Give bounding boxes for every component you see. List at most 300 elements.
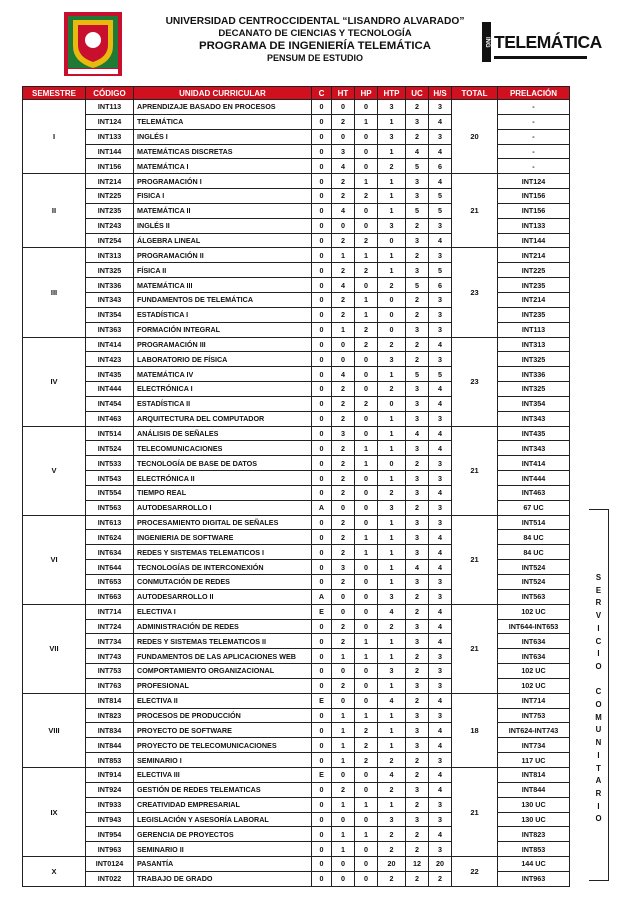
hs-cell: 4 xyxy=(429,114,452,129)
code-cell: INT0124 xyxy=(86,857,134,872)
prerequisite-cell: INT634 xyxy=(498,649,570,664)
htp-cell: 3 xyxy=(378,812,406,827)
hs-cell: 3 xyxy=(429,678,452,693)
course-name-cell: MATEMÁTICAS DISCRETAS xyxy=(134,144,312,159)
uc-cell: 2 xyxy=(406,693,429,708)
logo-underline xyxy=(494,56,587,59)
side-label-letter: I xyxy=(597,801,600,811)
hp-cell: 2 xyxy=(355,263,378,278)
course-name-cell: FUNDAMENTOS DE LAS APLICACIONES WEB xyxy=(134,649,312,664)
ht-cell: 4 xyxy=(332,203,355,218)
c-cell: 0 xyxy=(312,352,332,367)
hs-cell: 3 xyxy=(429,812,452,827)
hp-cell: 0 xyxy=(355,411,378,426)
hs-cell: 3 xyxy=(429,589,452,604)
c-cell: 0 xyxy=(312,233,332,248)
code-cell: INT354 xyxy=(86,307,134,322)
code-cell: INT363 xyxy=(86,322,134,337)
course-name-cell: PASANTÍA xyxy=(134,857,312,872)
ht-cell: 2 xyxy=(332,382,355,397)
hp-cell: 0 xyxy=(355,471,378,486)
prerequisite-cell: INT156 xyxy=(498,203,570,218)
prerequisite-cell: INT814 xyxy=(498,767,570,782)
c-cell: 0 xyxy=(312,100,332,115)
side-label-letter: I xyxy=(597,750,600,760)
uc-cell: 2 xyxy=(406,307,429,322)
prerequisite-cell: INT853 xyxy=(498,842,570,857)
prerequisite-cell: INT644-INT653 xyxy=(498,619,570,634)
htp-cell: 1 xyxy=(378,678,406,693)
hp-cell: 2 xyxy=(355,322,378,337)
prerequisite-cell: INT963 xyxy=(498,871,570,886)
c-cell: 0 xyxy=(312,203,332,218)
htp-cell: 0 xyxy=(378,456,406,471)
hs-cell: 4 xyxy=(429,693,452,708)
hp-cell: 0 xyxy=(355,619,378,634)
course-name-cell: TIEMPO REAL xyxy=(134,485,312,500)
table-body xyxy=(23,100,570,887)
course-name-cell: INGLÉS II xyxy=(134,218,312,233)
hp-cell: 1 xyxy=(355,441,378,456)
prerequisite-cell: 84 UC xyxy=(498,530,570,545)
c-cell: 0 xyxy=(312,649,332,664)
course-name-cell: SEMINARIO I xyxy=(134,753,312,768)
uc-cell: 5 xyxy=(406,367,429,382)
hs-cell: 4 xyxy=(429,382,452,397)
ht-cell: 0 xyxy=(332,812,355,827)
hs-cell: 3 xyxy=(429,411,452,426)
course-name-cell: TELECOMUNICACIONES xyxy=(134,441,312,456)
htp-cell: 1 xyxy=(378,708,406,723)
code-cell: INT624 xyxy=(86,530,134,545)
code-cell: INT844 xyxy=(86,738,134,753)
prerequisite-cell: INT524 xyxy=(498,575,570,590)
course-name-cell: PROGRAMACIÓN III xyxy=(134,337,312,352)
hs-cell: 4 xyxy=(429,441,452,456)
course-name-cell: PROCESAMIENTO DIGITAL DE SEÑALES xyxy=(134,515,312,530)
course-name-cell: ESTADÍSTICA I xyxy=(134,307,312,322)
semester-total-cell: 21 xyxy=(452,767,498,856)
prerequisite-cell: INT124 xyxy=(498,174,570,189)
side-label-letter: E xyxy=(595,585,602,595)
uc-cell: 3 xyxy=(406,471,429,486)
c-cell: 0 xyxy=(312,307,332,322)
course-name-cell: TRABAJO DE GRADO xyxy=(134,871,312,886)
code-cell: INT963 xyxy=(86,842,134,857)
prerequisite-cell: INT563 xyxy=(498,589,570,604)
c-cell: 0 xyxy=(312,871,332,886)
uc-cell: 2 xyxy=(406,218,429,233)
course-name-cell: PROGRAMACIÓN II xyxy=(134,248,312,263)
prerequisite-cell: 67 UC xyxy=(498,500,570,515)
code-cell: INT853 xyxy=(86,753,134,768)
course-name-cell: APRENDIZAJE BASADO EN PROCESOS xyxy=(134,100,312,115)
hs-cell: 4 xyxy=(429,144,452,159)
ht-cell: 4 xyxy=(332,367,355,382)
hs-cell: 3 xyxy=(429,708,452,723)
side-label-letter: T xyxy=(596,763,601,773)
ht-cell: 2 xyxy=(332,292,355,307)
hs-cell: 6 xyxy=(429,278,452,293)
uc-cell: 3 xyxy=(406,782,429,797)
uc-cell: 2 xyxy=(406,589,429,604)
course-name-cell: PROGRAMACIÓN I xyxy=(134,174,312,189)
hs-cell: 4 xyxy=(429,634,452,649)
hs-cell: 4 xyxy=(429,545,452,560)
course-name-cell: AUTODESARROLLO I xyxy=(134,500,312,515)
hs-cell: 3 xyxy=(429,797,452,812)
code-cell: INT653 xyxy=(86,575,134,590)
course-name-cell: TECNOLOGÍAS DE INTERCONEXIÓN xyxy=(134,560,312,575)
code-cell: INT634 xyxy=(86,545,134,560)
uc-cell: 2 xyxy=(406,456,429,471)
htp-cell: 3 xyxy=(378,500,406,515)
htp-cell: 1 xyxy=(378,248,406,263)
hs-cell: 4 xyxy=(429,485,452,500)
table-row xyxy=(23,248,570,263)
table-header-row xyxy=(23,87,570,100)
table-row xyxy=(23,515,570,530)
logo-ing-label: ING xyxy=(482,22,491,62)
university-seal-icon xyxy=(64,12,122,76)
c-cell: 0 xyxy=(312,664,332,679)
code-cell: INT243 xyxy=(86,218,134,233)
course-name-cell: MATEMÁTICA I xyxy=(134,159,312,174)
column-header: TOTAL xyxy=(452,87,498,100)
htp-cell: 2 xyxy=(378,753,406,768)
course-name-cell: MATEMÁTICA III xyxy=(134,278,312,293)
code-cell: INT022 xyxy=(86,871,134,886)
hp-cell: 0 xyxy=(355,871,378,886)
ht-cell: 1 xyxy=(332,248,355,263)
ht-cell: 0 xyxy=(332,604,355,619)
uc-cell: 3 xyxy=(406,263,429,278)
course-name-cell: ANÁLISIS DE SEÑALES xyxy=(134,426,312,441)
hs-cell: 3 xyxy=(429,129,452,144)
side-label-letter: O xyxy=(595,814,602,824)
prerequisite-cell: INT313 xyxy=(498,337,570,352)
hp-cell: 0 xyxy=(355,426,378,441)
code-cell: INT124 xyxy=(86,114,134,129)
code-cell: INT743 xyxy=(86,649,134,664)
side-label-letter: I xyxy=(597,623,600,633)
uc-cell: 2 xyxy=(406,753,429,768)
uc-cell: 4 xyxy=(406,144,429,159)
hs-cell: 6 xyxy=(429,159,452,174)
ht-cell: 0 xyxy=(332,218,355,233)
table-row xyxy=(23,174,570,189)
hp-cell: 1 xyxy=(355,114,378,129)
htp-cell: 2 xyxy=(378,871,406,886)
hp-cell: 0 xyxy=(355,352,378,367)
course-name-cell: ELECTIVA III xyxy=(134,767,312,782)
side-label-letter: O xyxy=(595,700,602,710)
ht-cell: 3 xyxy=(332,560,355,575)
code-cell: INT924 xyxy=(86,782,134,797)
c-cell: 0 xyxy=(312,337,332,352)
ht-cell: 4 xyxy=(332,278,355,293)
htp-cell: 3 xyxy=(378,352,406,367)
c-cell: 0 xyxy=(312,382,332,397)
ht-cell: 2 xyxy=(332,411,355,426)
htp-cell: 0 xyxy=(378,233,406,248)
logo-word: TELEMÁTICA xyxy=(494,32,602,52)
column-header: UNIDAD CURRICULAR xyxy=(134,87,312,100)
code-cell: INT444 xyxy=(86,382,134,397)
code-cell: INT533 xyxy=(86,456,134,471)
prerequisite-cell: INT214 xyxy=(498,292,570,307)
c-cell: 0 xyxy=(312,515,332,530)
hp-cell: 0 xyxy=(355,218,378,233)
hs-cell: 4 xyxy=(429,738,452,753)
prerequisite-cell: INT113 xyxy=(498,322,570,337)
ht-cell: 4 xyxy=(332,159,355,174)
htp-cell: 2 xyxy=(378,842,406,857)
c-cell: 0 xyxy=(312,426,332,441)
prerequisite-cell: INT444 xyxy=(498,471,570,486)
semester-total-cell: 23 xyxy=(452,248,498,337)
c-cell: 0 xyxy=(312,812,332,827)
ht-cell: 1 xyxy=(332,753,355,768)
hp-cell: 0 xyxy=(355,100,378,115)
c-cell: A xyxy=(312,500,332,515)
uc-cell: 3 xyxy=(406,382,429,397)
code-cell: INT663 xyxy=(86,589,134,604)
prerequisite-cell: INT634 xyxy=(498,634,570,649)
code-cell: INT714 xyxy=(86,604,134,619)
semester-total-cell: 18 xyxy=(452,693,498,767)
hp-cell: 1 xyxy=(355,174,378,189)
hs-cell: 4 xyxy=(429,619,452,634)
code-cell: INT543 xyxy=(86,471,134,486)
htp-cell: 1 xyxy=(378,634,406,649)
c-cell: 0 xyxy=(312,797,332,812)
table-row xyxy=(23,426,570,441)
c-cell: 0 xyxy=(312,545,332,560)
code-cell: INT435 xyxy=(86,367,134,382)
course-name-cell: CONMUTACIÓN DE REDES xyxy=(134,575,312,590)
deanery-name: DECANATO DE CIENCIAS Y TECNOLOGÍA xyxy=(218,28,412,39)
c-cell: 0 xyxy=(312,753,332,768)
telematica-logo xyxy=(480,22,602,66)
course-name-cell: LEGISLACIÓN Y ASESORÍA LABORAL xyxy=(134,812,312,827)
c-cell: 0 xyxy=(312,827,332,842)
htp-cell: 20 xyxy=(378,857,406,872)
course-name-cell: PROCESOS DE PRODUCCIÓN xyxy=(134,708,312,723)
prerequisite-cell: INT624-INT743 xyxy=(498,723,570,738)
c-cell: 0 xyxy=(312,471,332,486)
hs-cell: 4 xyxy=(429,396,452,411)
prerequisite-cell: INT225 xyxy=(498,263,570,278)
c-cell: 0 xyxy=(312,114,332,129)
prerequisite-cell: 117 UC xyxy=(498,753,570,768)
uc-cell: 2 xyxy=(406,649,429,664)
hs-cell: 3 xyxy=(429,322,452,337)
side-label-letter xyxy=(589,674,608,687)
side-label-letter: C xyxy=(595,687,602,697)
code-cell: INT954 xyxy=(86,827,134,842)
prerequisite-cell: INT343 xyxy=(498,441,570,456)
c-cell: 0 xyxy=(312,857,332,872)
c-cell: E xyxy=(312,693,332,708)
c-cell: 0 xyxy=(312,396,332,411)
ht-cell: 0 xyxy=(332,857,355,872)
hs-cell: 3 xyxy=(429,456,452,471)
ht-cell: 2 xyxy=(332,233,355,248)
code-cell: INT133 xyxy=(86,129,134,144)
htp-cell: 2 xyxy=(378,278,406,293)
ht-cell: 2 xyxy=(332,515,355,530)
course-name-cell: GERENCIA DE PROYECTOS xyxy=(134,827,312,842)
htp-cell: 1 xyxy=(378,203,406,218)
c-cell: 0 xyxy=(312,456,332,471)
htp-cell: 0 xyxy=(378,396,406,411)
course-name-cell: FISICA I xyxy=(134,189,312,204)
uc-cell: 3 xyxy=(406,174,429,189)
page-header xyxy=(0,0,638,84)
code-cell: INT254 xyxy=(86,233,134,248)
course-name-cell: CREATIVIDAD EMPRESARIAL xyxy=(134,797,312,812)
course-name-cell: PROYECTO DE SOFTWARE xyxy=(134,723,312,738)
c-cell: 0 xyxy=(312,634,332,649)
semester-cell: V xyxy=(23,426,86,515)
code-cell: INT214 xyxy=(86,174,134,189)
htp-cell: 1 xyxy=(378,560,406,575)
course-name-cell: INGENIERIA DE SOFTWARE xyxy=(134,530,312,545)
prerequisite-cell: INT354 xyxy=(498,396,570,411)
hp-cell: 2 xyxy=(355,723,378,738)
prerequisite-cell: 102 UC xyxy=(498,678,570,693)
course-name-cell: MATEMÁTICA II xyxy=(134,203,312,218)
ht-cell: 2 xyxy=(332,530,355,545)
prerequisite-cell: INT435 xyxy=(498,426,570,441)
table-row xyxy=(23,857,570,872)
side-label-letter: R xyxy=(595,598,602,608)
uc-cell: 3 xyxy=(406,322,429,337)
htp-cell: 2 xyxy=(378,619,406,634)
hp-cell: 0 xyxy=(355,515,378,530)
semester-total-cell: 21 xyxy=(452,604,498,693)
htp-cell: 1 xyxy=(378,114,406,129)
code-cell: INT554 xyxy=(86,485,134,500)
uc-cell: 3 xyxy=(406,619,429,634)
ht-cell: 1 xyxy=(332,797,355,812)
uc-cell: 2 xyxy=(406,842,429,857)
hs-cell: 3 xyxy=(429,515,452,530)
hs-cell: 3 xyxy=(429,575,452,590)
htp-cell: 1 xyxy=(378,738,406,753)
htp-cell: 1 xyxy=(378,723,406,738)
code-cell: INT325 xyxy=(86,263,134,278)
course-name-cell: AUTODESARROLLO II xyxy=(134,589,312,604)
uc-cell: 3 xyxy=(406,485,429,500)
hs-cell: 3 xyxy=(429,292,452,307)
prerequisite-cell: - xyxy=(498,129,570,144)
prerequisite-cell: 102 UC xyxy=(498,664,570,679)
uc-cell: 3 xyxy=(406,233,429,248)
htp-cell: 4 xyxy=(378,604,406,619)
uc-cell: 3 xyxy=(406,812,429,827)
prerequisite-cell: INT336 xyxy=(498,367,570,382)
hs-cell: 4 xyxy=(429,827,452,842)
ht-cell: 1 xyxy=(332,723,355,738)
table-row xyxy=(23,693,570,708)
course-name-cell: LABORATORIO DE FÍSICA xyxy=(134,352,312,367)
course-name-cell: ELECTRÓNICA I xyxy=(134,382,312,397)
prerequisite-cell: INT235 xyxy=(498,307,570,322)
column-header: C xyxy=(312,87,332,100)
hs-cell: 3 xyxy=(429,471,452,486)
code-cell: INT336 xyxy=(86,278,134,293)
semester-cell: IV xyxy=(23,337,86,426)
hs-cell: 3 xyxy=(429,352,452,367)
hp-cell: 1 xyxy=(355,827,378,842)
prerequisite-cell: INT823 xyxy=(498,827,570,842)
column-header: HP xyxy=(355,87,378,100)
prerequisite-cell: INT514 xyxy=(498,515,570,530)
prerequisite-cell: INT133 xyxy=(498,218,570,233)
ht-cell: 2 xyxy=(332,189,355,204)
hp-cell: 0 xyxy=(355,842,378,857)
ht-cell: 3 xyxy=(332,426,355,441)
htp-cell: 1 xyxy=(378,189,406,204)
hp-cell: 0 xyxy=(355,129,378,144)
htp-cell: 0 xyxy=(378,307,406,322)
table-row xyxy=(23,100,570,115)
hp-cell: 0 xyxy=(355,664,378,679)
prerequisite-cell: - xyxy=(498,114,570,129)
ht-cell: 0 xyxy=(332,767,355,782)
ht-cell: 2 xyxy=(332,485,355,500)
side-label-letter: V xyxy=(595,611,602,621)
htp-cell: 3 xyxy=(378,218,406,233)
c-cell: 0 xyxy=(312,278,332,293)
course-name-cell: ELECTIVA I xyxy=(134,604,312,619)
hs-cell: 5 xyxy=(429,203,452,218)
htp-cell: 1 xyxy=(378,797,406,812)
prerequisite-cell: INT734 xyxy=(498,738,570,753)
course-name-cell: REDES Y SISTEMAS TELEMATICOS II xyxy=(134,634,312,649)
hp-cell: 0 xyxy=(355,857,378,872)
prerequisite-cell: INT325 xyxy=(498,352,570,367)
hp-cell: 1 xyxy=(355,456,378,471)
uc-cell: 3 xyxy=(406,545,429,560)
uc-cell: 3 xyxy=(406,708,429,723)
semester-total-cell: 23 xyxy=(452,337,498,426)
hp-cell: 0 xyxy=(355,159,378,174)
hs-cell: 5 xyxy=(429,367,452,382)
prerequisite-cell: - xyxy=(498,159,570,174)
prerequisite-cell: - xyxy=(498,100,570,115)
c-cell: 0 xyxy=(312,218,332,233)
code-cell: INT753 xyxy=(86,664,134,679)
course-name-cell: INGLÉS I xyxy=(134,129,312,144)
uc-cell: 2 xyxy=(406,100,429,115)
hs-cell: 4 xyxy=(429,233,452,248)
ht-cell: 1 xyxy=(332,322,355,337)
prerequisite-cell: INT235 xyxy=(498,278,570,293)
hp-cell: 0 xyxy=(355,604,378,619)
side-label-spacer xyxy=(589,510,608,572)
semester-cell: II xyxy=(23,174,86,248)
hp-cell: 2 xyxy=(355,189,378,204)
hs-cell: 4 xyxy=(429,604,452,619)
c-cell: 0 xyxy=(312,575,332,590)
hp-cell: 2 xyxy=(355,233,378,248)
hs-cell: 3 xyxy=(429,842,452,857)
htp-cell: 2 xyxy=(378,827,406,842)
semester-cell: VIII xyxy=(23,693,86,767)
